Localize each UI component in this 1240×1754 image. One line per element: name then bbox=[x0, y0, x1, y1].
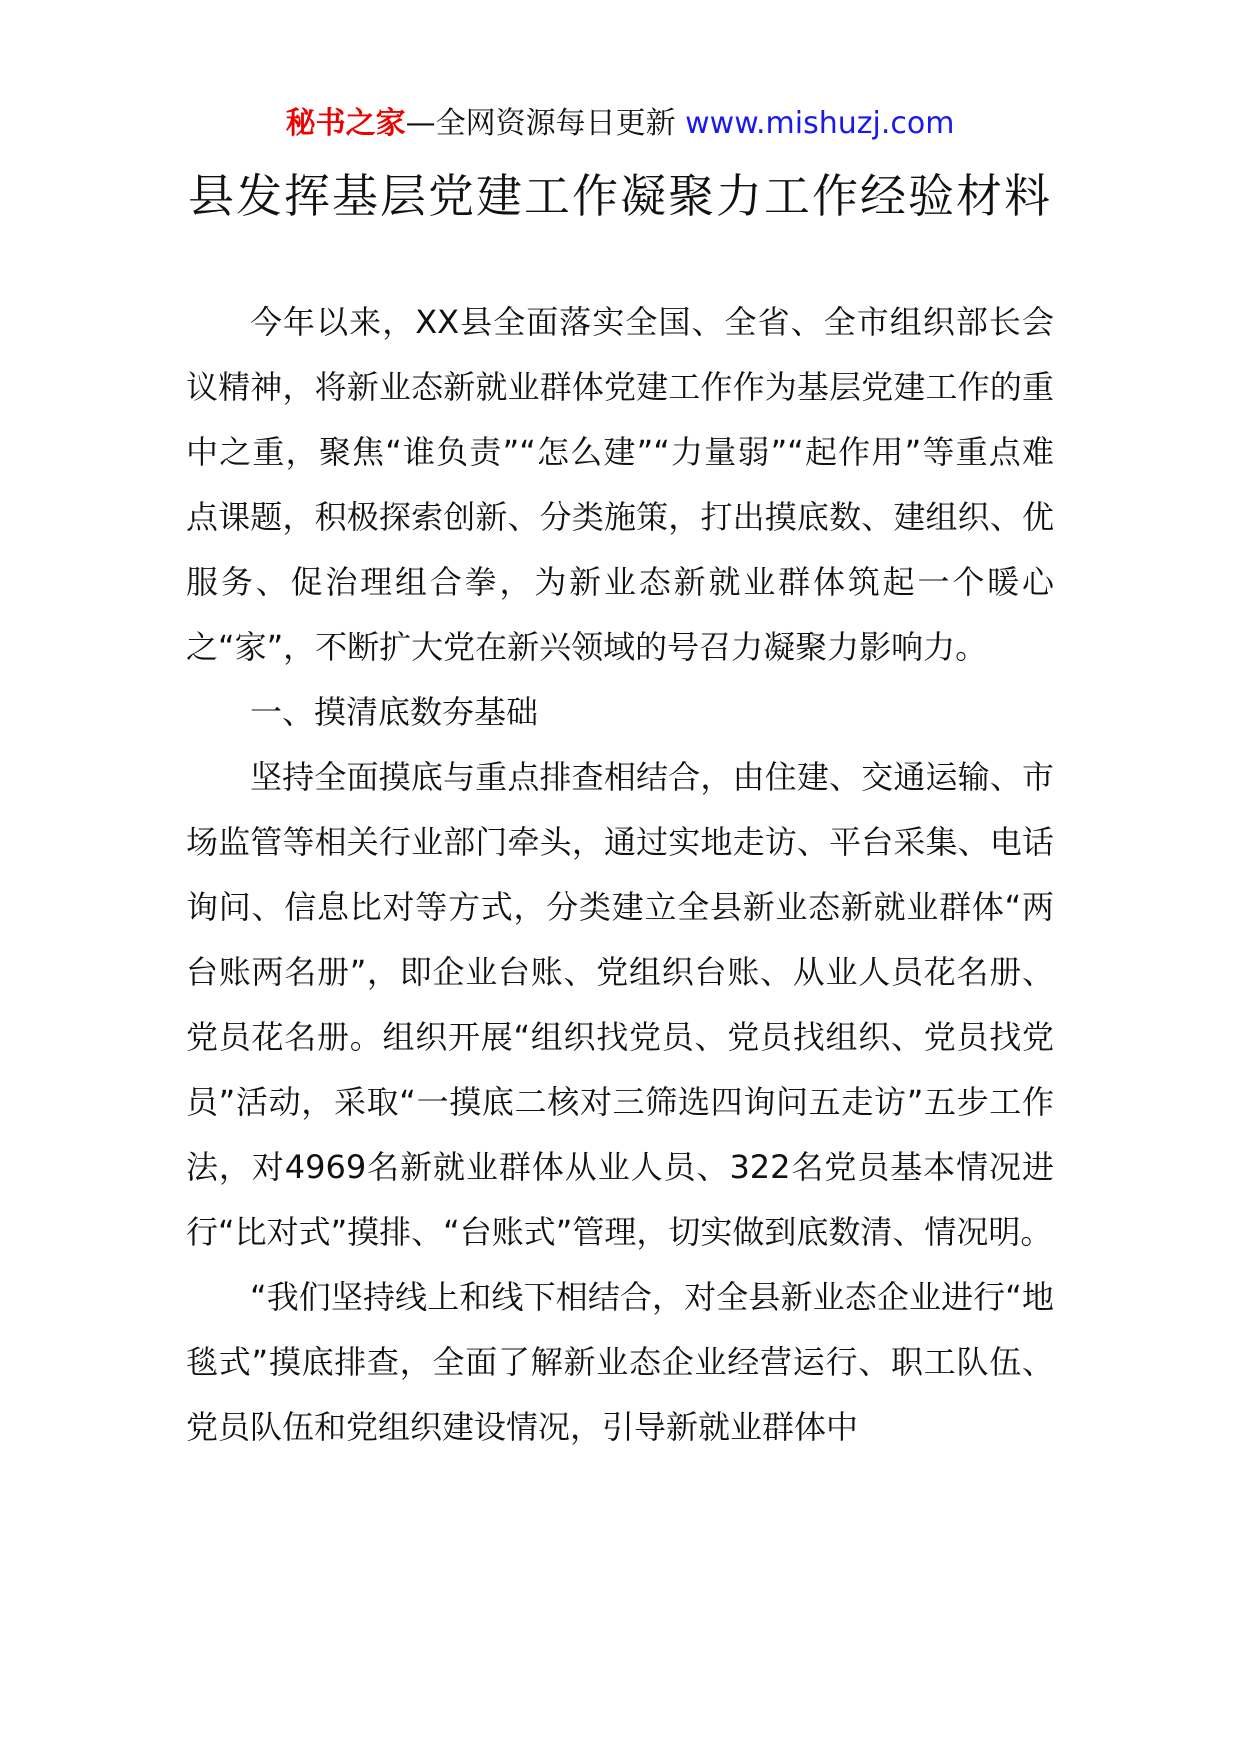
site-url-link[interactable]: www.mishuzj.com bbox=[685, 106, 955, 141]
site-tagline: —全网资源每日更新 bbox=[405, 106, 686, 141]
section-heading-1: 一、摸清底数夯基础 bbox=[250, 693, 539, 731]
paragraph-intro: 今年以来，XX县全面落实全国、全省、全市组织部长会议精神，将新业态新就业群体党建工作作为基层党建工作的重中之重，聚焦“谁负责”“怎么建”“力量弱”“起作用”等重点难点课题，积极探索创新、分类施策，打出摸底数、建组织、优服务、促治理组合拳，为新业态新就业群体筑起一个暖心之“家”，不断扩大党在新兴领域的号召力凝聚力影响力。 bbox=[186, 303, 1054, 666]
paragraph-section-1: 坚持全面摸底与重点排查相结合，由住建、交通运输、市场监管等相关行业部门牵头，通过实地走访、平台采集、电话询问、信息比对等方式，分类建立全县新业态新就业群体“两台账两名册”，即企业台账、党组织台账、从业人员花名册、党员花名册。组织开展“组织找党员、党员找组织、党员找党员”活动，采取“一摸底二核对三筛选四询问五走访”五步工作法，对4969名新就业群体从业人员、322名党员基本情况进行“比对式”摸排、“台账式”管理，切实做到底数清、情况明。 bbox=[186, 758, 1054, 1251]
site-header bbox=[0, 104, 1240, 144]
document-title: 县发挥基层党建工作凝聚力工作经验材料 bbox=[188, 169, 1052, 223]
document-body bbox=[186, 290, 1054, 1460]
site-brand: 秘书之家 bbox=[285, 106, 406, 141]
paragraph-quote: “我们坚持线上和线下相结合，对全县新业态企业进行“地毯式”摸底排查，全面了解新业态企业经营运行、职工队伍、党员队伍和党组织建设情况，引导新就业群体中 bbox=[186, 1278, 1054, 1446]
